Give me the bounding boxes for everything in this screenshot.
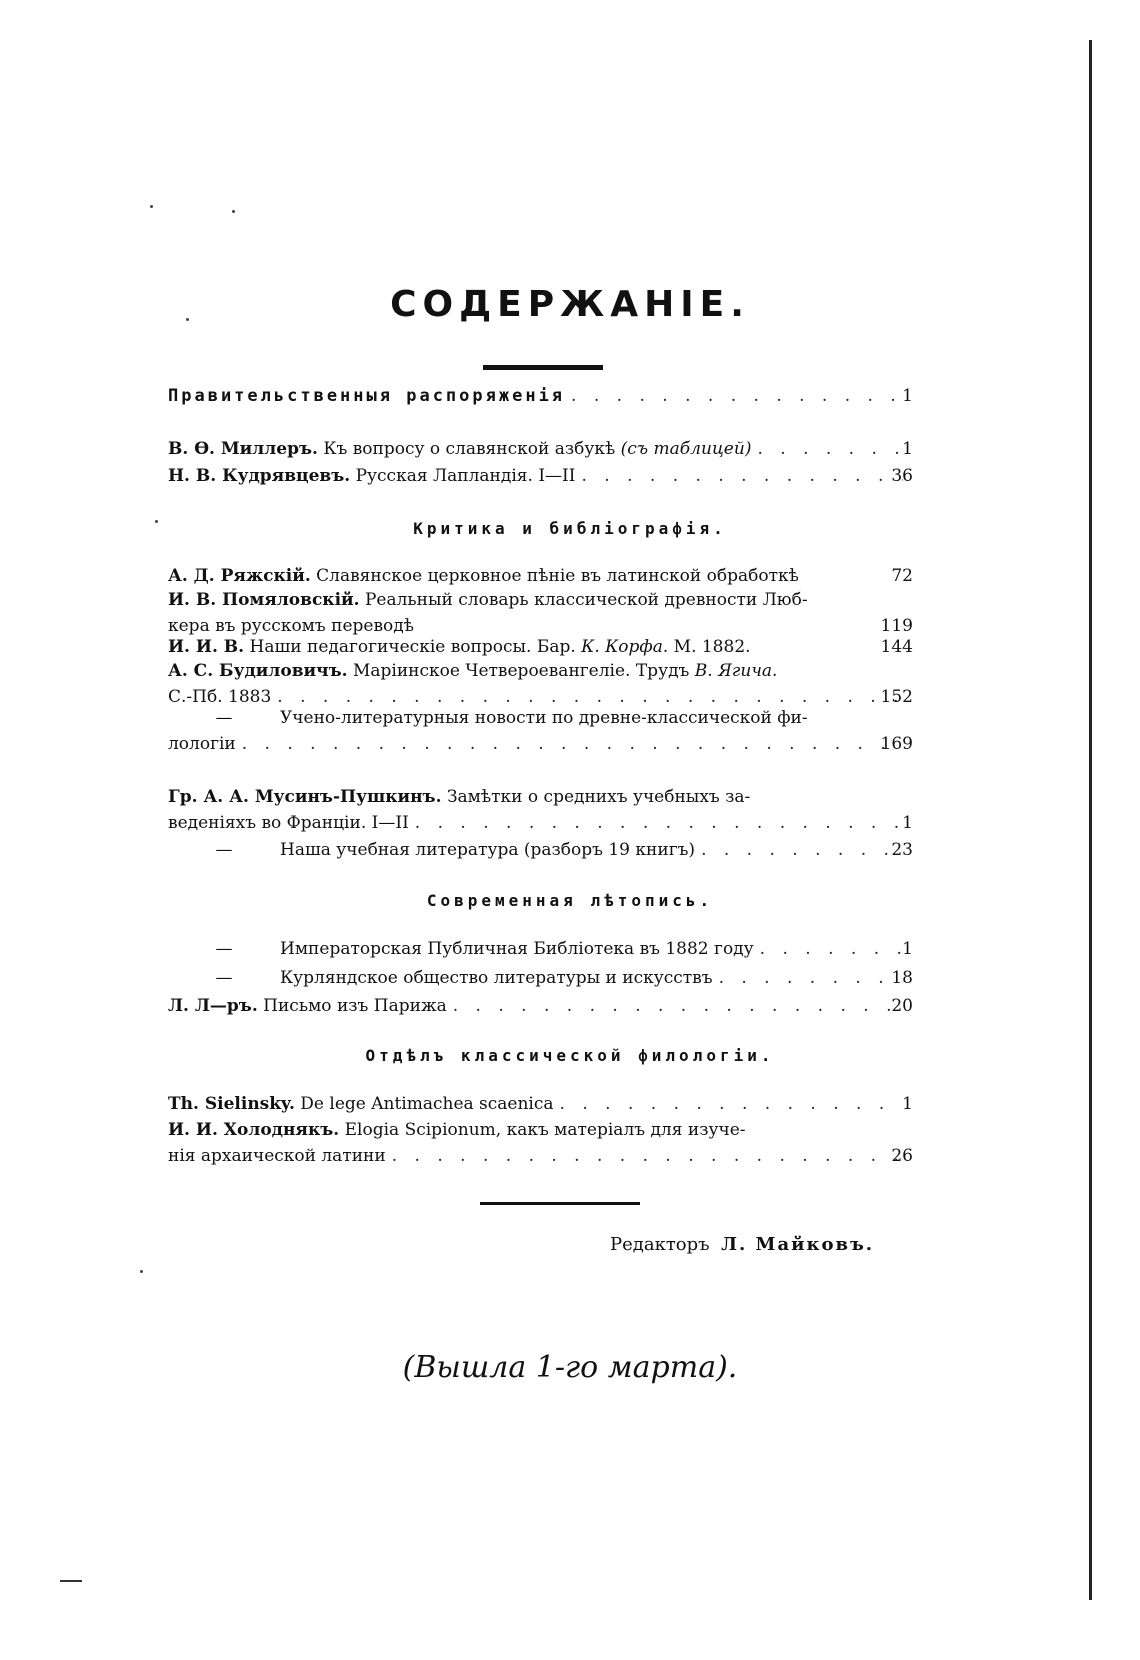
editor-label: Редакторъ [610, 1234, 710, 1255]
entry-title: Русская Лапландія. I—II [355, 466, 576, 486]
title-rule [483, 365, 603, 370]
entry-title: Письмо изъ Парижа [263, 996, 447, 1016]
toc-entry[interactable] [168, 658, 913, 710]
toc-entry[interactable] [168, 436, 913, 462]
entry-title-line1: Учено-литературныя новости по древне-классической фи- [280, 708, 808, 728]
entry-author: Th. Sielinsky. [168, 1094, 295, 1114]
entry-dash: — [215, 939, 233, 959]
page-number: 1 [902, 939, 913, 959]
page-number: 1 [902, 1094, 913, 1114]
entry-note: (съ таблицей) [620, 439, 752, 459]
entry-author: И. И. Холоднякъ. [168, 1120, 340, 1140]
toc-entry-gov[interactable] [168, 383, 913, 409]
entry-title-line2: С.-Пб. 1883 [168, 687, 272, 707]
section-heading-critique: Критика и библіографія. [413, 519, 727, 538]
entry-tail: М. 1882. [673, 637, 751, 657]
dot-leaders [453, 993, 903, 1019]
page-title: СОДЕРЖАНІЕ. [390, 284, 750, 325]
page-number: 152 [880, 687, 913, 707]
entry-title: Наша учебная литература (разборъ 19 книгъ) [280, 840, 696, 860]
page-number: 1 [902, 386, 913, 406]
section-heading-classics: Отдѣлъ классической филологіи. [365, 1046, 775, 1065]
dot-leaders [581, 463, 903, 489]
entry-title: Курляндское общество литературы и искусствъ [280, 968, 713, 988]
editor-credit [610, 1234, 874, 1255]
toc-entry[interactable] [168, 634, 913, 660]
editor-name: Л. Майковъ. [721, 1234, 875, 1255]
corner-mark [60, 1580, 82, 1582]
page-number: 18 [891, 968, 913, 988]
entry-author: Н. В. Кудрявцевъ. [168, 466, 351, 486]
entry-title-line2: кера въ русскомъ переводѣ [168, 616, 414, 636]
toc-entry[interactable] [168, 1117, 913, 1169]
entry-title-line2: лологіи [168, 734, 236, 754]
entry-dash: — [215, 840, 233, 860]
entry-author: И. В. Помяловскій. [168, 590, 360, 610]
page-number: 1 [902, 439, 913, 459]
toc-entry[interactable] [168, 563, 913, 589]
page-number: 119 [880, 616, 913, 636]
entry-dash: — [215, 968, 233, 988]
page-number: 26 [891, 1146, 913, 1166]
entry-author: А. С. Будиловичъ. [168, 661, 348, 681]
toc-entry[interactable] [168, 784, 913, 836]
entry-title-line2: нія архаической латини [168, 1146, 386, 1166]
entry-author: И. И. В. [168, 637, 245, 657]
entry-title: De lege Antimachea scaenica [300, 1094, 554, 1114]
toc-entry[interactable] [168, 965, 913, 991]
dot-leaders [760, 936, 903, 962]
toc-entry[interactable] [168, 587, 913, 639]
dot-leaders [392, 1143, 903, 1169]
toc-entry[interactable] [168, 936, 913, 962]
page-number: 72 [891, 566, 913, 586]
entry-editor: В. Ягича. [694, 661, 778, 681]
toc-entry[interactable] [168, 837, 913, 863]
entry-title: Славянское церковное пѣніе въ латинской обработкѣ [316, 566, 799, 586]
entry-title: Императорская Публичная Библіотека въ 1882 году [280, 939, 754, 959]
entry-title-line1: Маріинское Четвероевангеліе. Трудъ [352, 661, 690, 681]
dot-leaders [719, 965, 903, 991]
entry-editor: К. Корфа. [581, 637, 669, 657]
speck [232, 210, 235, 213]
dot-leaders [242, 731, 903, 757]
page-number: 36 [891, 466, 913, 486]
dot-leaders [560, 1091, 903, 1117]
dot-leaders [757, 436, 903, 462]
entry-title-line2: веденіяхъ во Франціи. I—II [168, 813, 409, 833]
section-heading-chronicle: Современная лѣтопись. [426, 891, 714, 910]
entry-author: Л. Л—ръ. [168, 996, 258, 1016]
toc-entry[interactable] [168, 705, 913, 757]
toc-entry[interactable] [168, 463, 913, 489]
dot-leaders [571, 383, 903, 409]
entry-author: А. Д. Ряжскій. [168, 566, 311, 586]
toc-entry[interactable] [168, 993, 913, 1019]
entry-title-line1: Замѣтки о среднихъ учебныхъ за- [446, 787, 751, 807]
dot-leaders [415, 810, 903, 836]
gov-label: Правительственныя распоряженія [168, 386, 566, 406]
entry-title: Къ вопросу о славянской азбукѣ [323, 439, 616, 459]
page-number: 20 [891, 996, 913, 1016]
speck [140, 1270, 143, 1273]
page-number: 1 [902, 813, 913, 833]
page-number: 144 [880, 637, 913, 657]
speck [150, 205, 153, 208]
toc-entry[interactable] [168, 1091, 913, 1117]
entry-title-line1: Реальный словарь классической древности Люб- [364, 590, 808, 610]
entry-author: Гр. А. А. Мусинъ-Пушкинъ. [168, 787, 442, 807]
entry-title: Наши педагогическіе вопросы. Бар. [249, 637, 576, 657]
entry-author: В. Ѳ. Миллеръ. [168, 439, 318, 459]
page-number: 23 [891, 840, 913, 860]
entry-dash: — [215, 708, 233, 728]
dot-leaders [701, 837, 903, 863]
release-note: (Вышла 1-го марта). [402, 1350, 738, 1385]
entry-title-line1: Elogia Scipionum, какъ матеріалъ для изуче- [344, 1120, 746, 1140]
bottom-rule [480, 1202, 640, 1205]
page-number: 169 [880, 734, 913, 754]
